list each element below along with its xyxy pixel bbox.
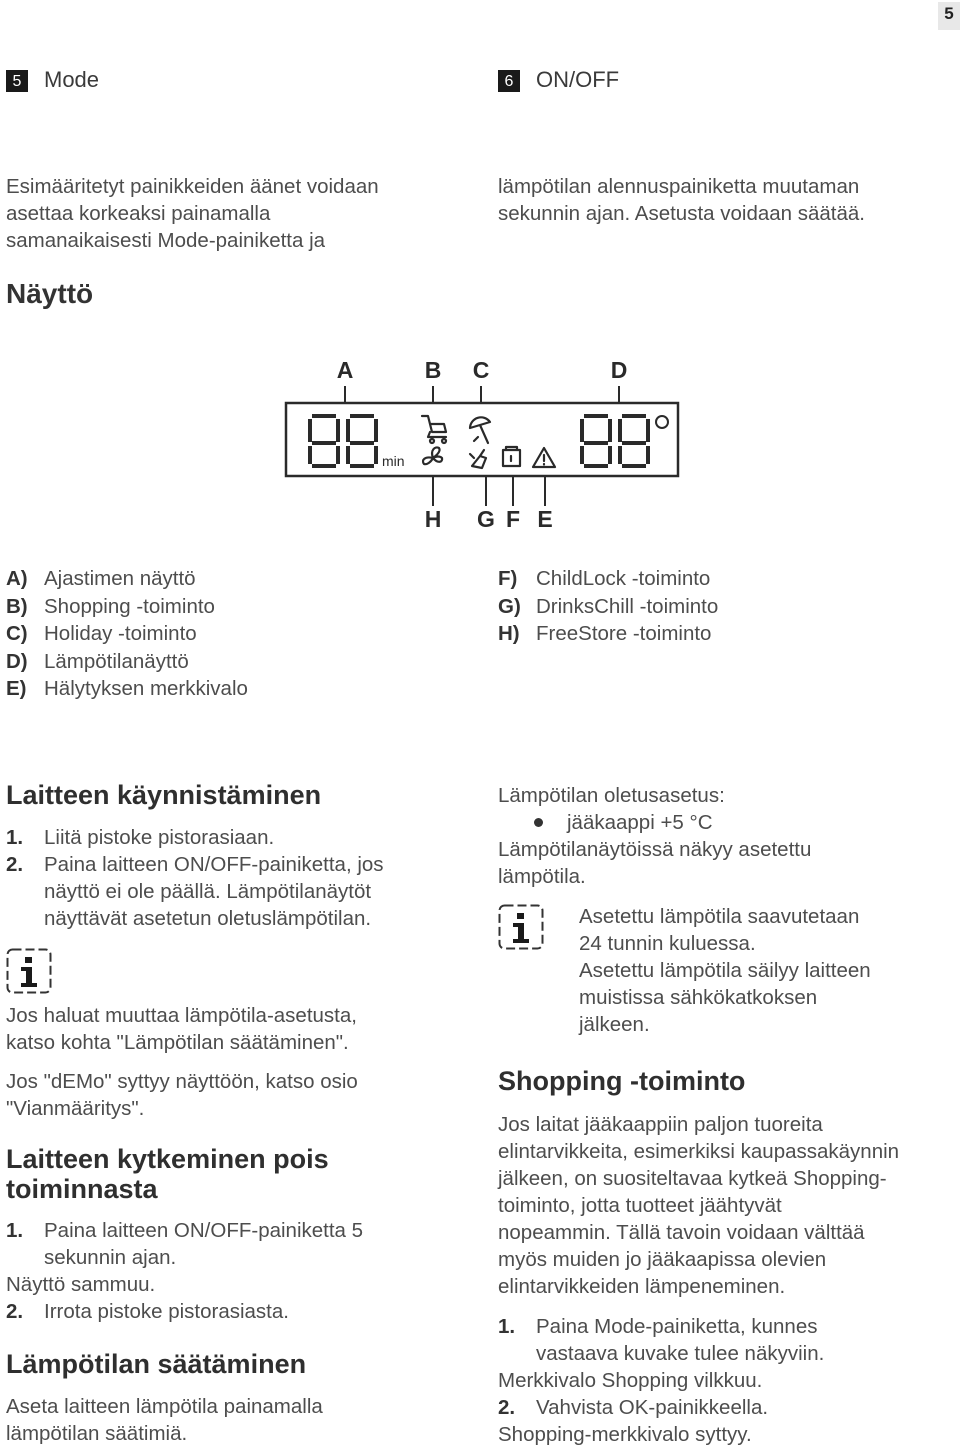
info-icon xyxy=(498,904,544,950)
startup-steps xyxy=(6,824,384,932)
display-heading: Näyttö xyxy=(6,278,94,309)
text-line: samanaikaisesti Mode-painiketta ja xyxy=(6,229,326,252)
text-line: Asetettu lämpötila saavutetaan xyxy=(579,905,860,928)
legend-item xyxy=(6,675,248,703)
legend-item xyxy=(498,593,718,621)
legend-item xyxy=(498,620,718,648)
text-line: toiminto, jotta tuotteet jäähtyvät xyxy=(498,1194,782,1217)
holiday-icon xyxy=(470,417,490,443)
step-note: Näyttö sammuu. xyxy=(6,1273,156,1296)
step-number: 2. xyxy=(6,853,24,876)
info-icon xyxy=(6,948,52,994)
legend-text: Hälytyksen merkkivalo xyxy=(44,677,248,700)
label-c: C xyxy=(472,357,490,383)
legend-item xyxy=(6,593,248,621)
default-temp-info xyxy=(579,903,871,1038)
step-text: Irrota pistoke pistorasiasta. xyxy=(44,1300,289,1323)
shopping-steps xyxy=(498,1313,824,1448)
text-line: katso kohta "Lämpötilan säätäminen". xyxy=(6,1031,349,1054)
step-item xyxy=(6,824,384,851)
text-line: lämpötilan alennuspainiketta muutaman xyxy=(498,175,860,198)
legend-text: Holiday -toiminto xyxy=(44,622,197,645)
text-line: muistissa sähkökatkoksen xyxy=(579,986,818,1009)
label-g: G xyxy=(477,506,495,532)
step-text: vastaava kuvake tulee näkyviin. xyxy=(536,1342,825,1365)
legend-key: F) xyxy=(498,567,518,590)
temp-adjust-heading: Lämpötilan säätäminen xyxy=(6,1349,307,1379)
text-line: lämpötilan säätimiä. xyxy=(6,1422,188,1445)
text-line: asettaa korkeaksi painamalla xyxy=(6,202,271,225)
text-line: nopeammin. Tällä tavoin voidaan välttää xyxy=(498,1221,865,1244)
demo-text xyxy=(6,1068,358,1122)
legend-key: C) xyxy=(6,622,28,645)
default-temp-text xyxy=(498,836,811,890)
legend-key: E) xyxy=(6,677,27,700)
legend-text: Shopping -toiminto xyxy=(44,594,215,618)
cart-icon xyxy=(422,416,446,437)
legend-key: D) xyxy=(6,649,28,673)
min-label: min xyxy=(382,453,405,469)
temp-adjust-text xyxy=(6,1393,323,1447)
heading-line: toiminnasta xyxy=(6,1174,158,1204)
label-b: B xyxy=(424,357,442,383)
text-line: Jos haluat muuttaa lämpötila-asetusta, xyxy=(6,1004,357,1027)
step-note: Shopping-merkkivalo syttyy. xyxy=(498,1423,752,1446)
text-line: lämpötila. xyxy=(498,865,586,888)
step-item xyxy=(6,851,384,878)
step-text: Paina Mode-painiketta, kunnes xyxy=(536,1315,818,1338)
text-line: jälkeen. xyxy=(579,1013,650,1036)
legend-left xyxy=(6,565,248,703)
legend-text: FreeStore -toiminto xyxy=(536,622,712,645)
text-line: "Vianmääritys". xyxy=(6,1097,145,1120)
onoff-paragraph xyxy=(498,173,865,227)
legend-key: B) xyxy=(6,594,28,618)
step-item xyxy=(498,1313,824,1340)
step-note: Merkkivalo Shopping vilkkuu. xyxy=(498,1369,763,1392)
degree-icon xyxy=(656,416,668,428)
startup-heading: Laitteen käynnistäminen xyxy=(6,780,322,810)
shopping-heading: Shopping -toiminto xyxy=(498,1066,746,1096)
label-f: F xyxy=(505,506,521,532)
step-number: 1. xyxy=(6,1219,24,1242)
drinkschill-icon xyxy=(470,450,486,468)
section-number-onoff: 6 xyxy=(498,70,520,92)
label-e: E xyxy=(537,506,553,532)
legend-key: G) xyxy=(498,594,521,618)
shopping-text xyxy=(498,1111,899,1300)
text-line: Jos "dEMo" syttyy näyttöön, katso osio xyxy=(6,1070,358,1093)
legend-text: DrinksChill -toiminto xyxy=(536,594,719,618)
legend-item xyxy=(6,565,248,593)
text-line: jälkeen, on suositeltavaa kytkeä Shopping- xyxy=(498,1167,887,1190)
text-line: sekunnin ajan. Asetusta voidaan säätää. xyxy=(498,202,865,225)
legend-item xyxy=(6,648,248,676)
text-line: elintarvikkeiden lämpeneminen. xyxy=(498,1275,786,1298)
label-h: H xyxy=(424,506,442,532)
step-number: 2. xyxy=(6,1300,24,1323)
step-text: Paina laitteen ON/OFF-painiketta, jos xyxy=(44,853,384,876)
text-line: 24 tunnin kuluessa. xyxy=(579,932,756,955)
text-line: myös muiden jo jääkaapissa olevien xyxy=(498,1248,827,1271)
default-temp-bullet xyxy=(498,809,713,836)
bullet-icon xyxy=(534,818,543,827)
legend-text: ChildLock -toiminto xyxy=(536,567,711,590)
step-number: 2. xyxy=(498,1396,516,1419)
text-line: Aseta laitteen lämpötila painamalla xyxy=(6,1395,323,1418)
cart-wheel-icon xyxy=(442,439,446,443)
legend-right xyxy=(498,565,718,648)
freestore-icon xyxy=(423,447,442,464)
default-temp-label: Lämpötilan oletusasetus: xyxy=(498,784,725,807)
step-text: Liitä pistoke pistorasiaan. xyxy=(44,826,275,849)
section-number-mode: 5 xyxy=(6,70,28,92)
bullet-text: jääkaappi +5 °C xyxy=(567,811,713,834)
page-number: 5 xyxy=(938,2,960,30)
step-item xyxy=(6,1217,363,1244)
step-text: Paina laitteen ON/OFF-painiketta 5 xyxy=(44,1219,364,1242)
section-title-onoff: ON/OFF xyxy=(536,67,620,92)
step-item xyxy=(6,1298,363,1325)
heading-line: Laitteen kytkeminen pois xyxy=(6,1144,329,1174)
text-line: Asetettu lämpötila säilyy laitteen xyxy=(579,959,871,982)
step-number: 1. xyxy=(498,1315,516,1338)
legend-item xyxy=(498,565,718,593)
display-diagram xyxy=(0,340,960,540)
step-text: Vahvista OK-painikkeella. xyxy=(536,1396,769,1419)
legend-item xyxy=(6,620,248,648)
label-d: D xyxy=(610,357,628,383)
text-line: Lämpötilanäytöissä näkyy asetettu xyxy=(498,838,812,861)
step-text: näyttävät asetetun oletuslämpötilan. xyxy=(44,907,372,930)
legend-text: Lämpötilanäyttö xyxy=(44,649,189,673)
mode-paragraph xyxy=(6,173,379,254)
legend-key: A) xyxy=(6,567,28,590)
label-a: A xyxy=(336,357,354,383)
step-item xyxy=(498,1394,824,1421)
text-line: Jos laitat jääkaappiin paljon tuoreita xyxy=(498,1113,823,1136)
startup-info-text xyxy=(6,1002,357,1056)
shutdown-steps xyxy=(6,1217,363,1325)
text-line: Esimääritetyt painikkeiden äänet voidaan xyxy=(6,175,379,198)
step-text: näyttö ei ole päällä. Lämpötilanäytöt xyxy=(44,880,372,903)
step-text: sekunnin ajan. xyxy=(44,1246,177,1269)
shutdown-heading xyxy=(6,1144,329,1204)
legend-key: H) xyxy=(498,622,520,645)
step-number: 1. xyxy=(6,826,24,849)
section-title-mode: Mode xyxy=(44,67,100,92)
cart-wheel-icon xyxy=(430,439,434,443)
legend-text: Ajastimen näyttö xyxy=(44,567,196,590)
text-line: elintarvikkeita, esimerkiksi kaupassakäynnin xyxy=(498,1140,900,1163)
